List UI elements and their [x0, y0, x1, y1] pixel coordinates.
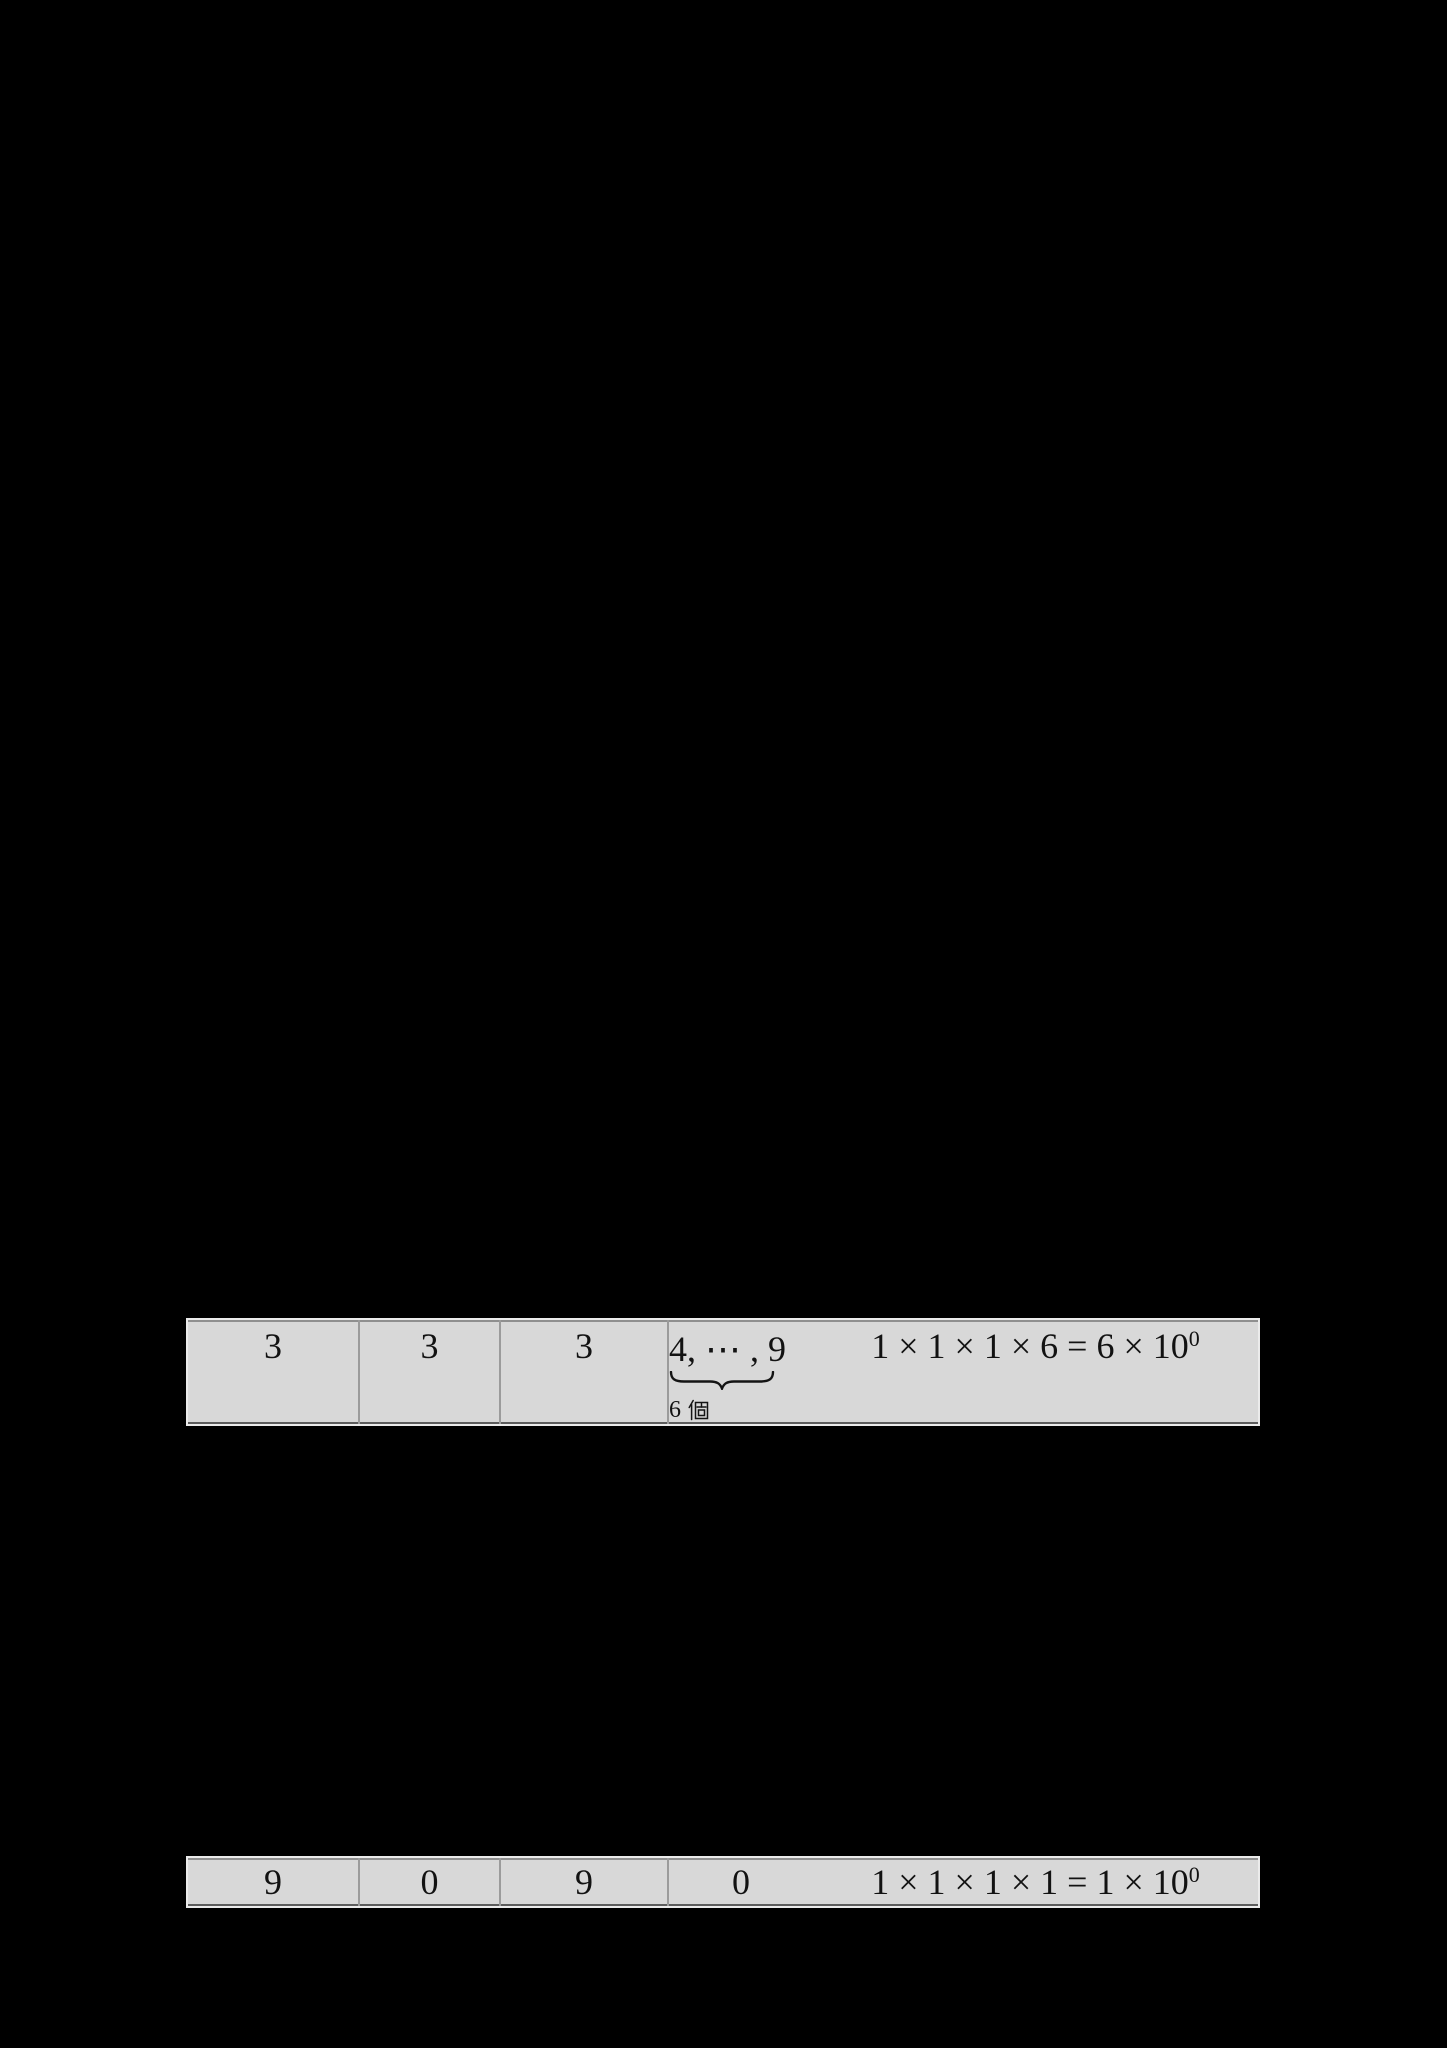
range-value: 4, ⋯ , 9: [669, 1328, 786, 1369]
digit-cell: [501, 1858, 669, 1906]
formula-cell: [813, 1858, 1258, 1906]
digit-value: 0: [732, 1862, 750, 1902]
digit-cell: [360, 1320, 501, 1424]
table-row-9090: [186, 1856, 1260, 1908]
formula-exponent: 0: [1188, 1862, 1200, 1887]
digit-value: 3: [420, 1326, 439, 1366]
digit-cell: [360, 1858, 501, 1906]
table-row-333-range: [186, 1318, 1260, 1426]
underbrace-icon: [669, 1371, 775, 1390]
digit-cell: [501, 1320, 669, 1424]
formula-text: [871, 1864, 1200, 1900]
digit-cell: [669, 1858, 813, 1906]
digit-value: 9: [575, 1862, 593, 1902]
digit-value: 0: [420, 1862, 439, 1902]
formula-body: 1 × 1 × 1 × 1 = 1 × 10: [871, 1862, 1189, 1902]
digit-value: 3: [264, 1326, 282, 1366]
formula-cell: [813, 1320, 1258, 1424]
digit-cell: [188, 1858, 360, 1906]
formula-text: [871, 1328, 1200, 1364]
digit-cell: [188, 1320, 360, 1424]
range-cell: [669, 1320, 813, 1424]
brace-count-number: 6: [669, 1396, 681, 1423]
digit-value: 9: [264, 1862, 282, 1902]
formula-body: 1 × 1 × 1 × 6 = 6 × 10: [871, 1326, 1189, 1366]
digit-value: 3: [575, 1326, 593, 1366]
formula-exponent: 0: [1188, 1326, 1200, 1351]
brace-count-label: [669, 1398, 709, 1422]
kanji-ko-counter-icon: [687, 1399, 709, 1421]
